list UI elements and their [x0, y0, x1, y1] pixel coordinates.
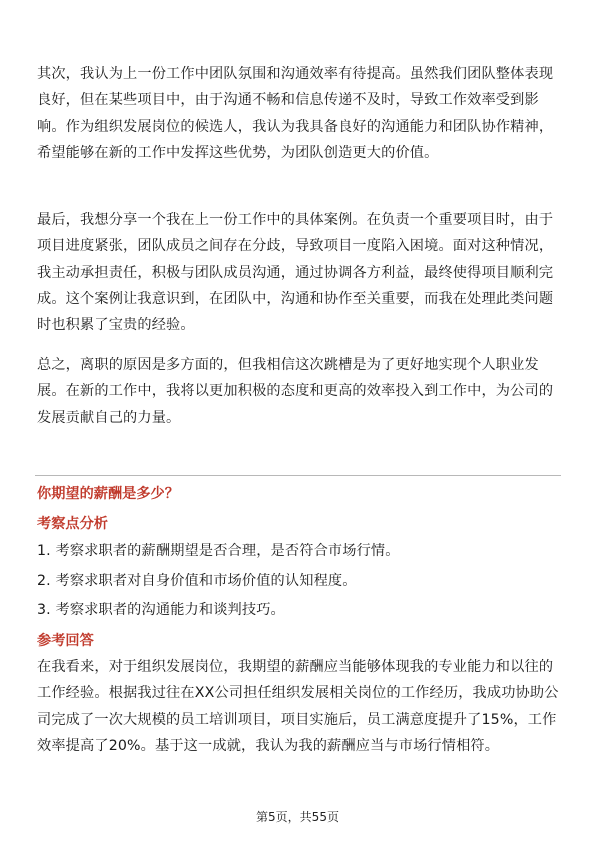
list-item: 3. 考察求职者的沟通能力和谈判技巧。 — [37, 602, 285, 618]
page-footer: 第5页，共55页 — [256, 810, 339, 824]
list-item: 1. 考察求职者的薪酬期望是否合理，是否符合市场行情。 — [37, 543, 400, 559]
body-paragraph: 其次，我认为上一份工作中团队氛围和沟通效率有待提高。虽然我们团队整体表现良好，但在某些项目中，由于沟通不畅和信息传递不及时，导致工作效率受到影响。作为组织发展岗位的候选人，我认为我具备良好的沟通能力和团队协作精神，希望能够在新的工作中发挥这些优势，为团队创造更大的价值。 — [37, 66, 554, 161]
section-divider — [35, 475, 561, 476]
body-paragraph: 总之，离职的原因是多方面的，但我相信这次跳槽是为了更好地实现个人职业发展。在新的工作中，我将以更加积极的态度和更高的效率投入到工作中，为公司的发展贡献自己的力量。 — [37, 357, 554, 426]
analysis-list — [37, 537, 561, 626]
body-paragraph: 最后，我想分享一个我在上一份工作中的具体案例。在负责一个重要项目时，由于项目进度紧张，团队成员之间存在分歧，导致项目一度陷入困境。面对这种情况，我主动承担责任，积极与团队成员沟通，通过协调各方利益，最终使得项目顺利完成。这个案例让我意识到，在团队中，沟通和协作至关重要，而我在处理此类问题时也积累了宝贵的经验。 — [37, 212, 554, 334]
answer-paragraph: 在我看来，对于组织发展岗位，我期望的薪酬应当能够体现我的专业能力和以往的工作经验。根据我过往在XX公司担任组织发展相关岗位的工作经历，我成功协助公司完成了一次大规模的员工培训项目，项目实施后，员工满意度提升了15%，工作效率提高了20%。基于这一成就，我认为我的薪酬应当与市场行情相符。 — [37, 659, 559, 754]
answer-heading: 参考回答 — [37, 633, 94, 649]
analysis-heading: 考察点分析 — [37, 516, 108, 532]
list-item: 2. 考察求职者对自身价值和市场价值的认知程度。 — [37, 572, 357, 589]
question-title: 你期望的薪酬是多少？ — [37, 486, 179, 502]
